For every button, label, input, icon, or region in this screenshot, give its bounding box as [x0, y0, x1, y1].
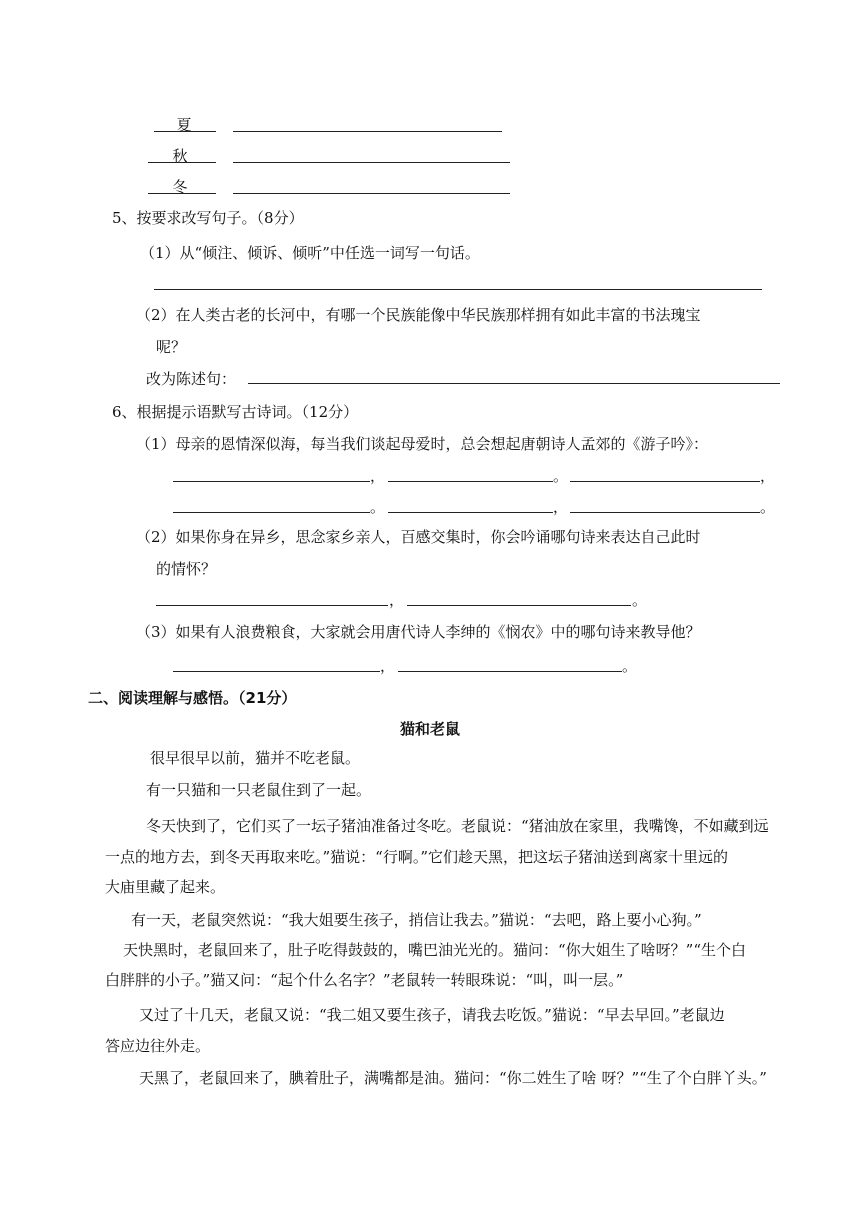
punctuation-comma: ，	[380, 657, 396, 675]
question-5-item-2-cont: 呢？	[156, 338, 187, 356]
season-underline	[148, 193, 216, 194]
story-title: 猫和老鼠	[399, 720, 460, 738]
question-5-item-1: （1）从“倾注、倾诉、倾听”中任选一词写一句话。	[140, 244, 480, 262]
story-paragraph-cont: 答应边往外走。	[105, 1037, 211, 1055]
story-paragraph-cont: 大庙里藏了起来。	[105, 878, 226, 896]
punctuation-period: 。	[622, 657, 638, 675]
answer-line[interactable]	[173, 481, 370, 482]
question-6-item-2: （2）如果你身在异乡，思念家乡亲人，百感交集时，你会吟诵哪句诗来表达自己此时	[136, 528, 701, 546]
section-2-heading: 二、阅读理解与感悟。（21分）	[88, 689, 297, 707]
season-label: 冬	[172, 178, 188, 196]
answer-line[interactable]	[156, 605, 388, 606]
punctuation-period: 。	[760, 498, 776, 516]
question-6-item-2-cont: 的情怀？	[156, 560, 217, 578]
question-6-title: 6、根据提示语默写古诗词。（12分）	[112, 403, 359, 421]
question-6-item-3: （3）如果有人浪费粮食，大家就会用唐代诗人李绅的《悯农》中的哪句诗来教导他？	[136, 623, 701, 641]
story-paragraph: 又过了十几天，老鼠又说：“我二姐又要生孩子，请我去吃饭。”猫说：“早去早回。”老鼠边	[139, 1006, 725, 1024]
story-paragraph: 天快黑时，老鼠回来了，肚子吃得鼓鼓的，嘴巴油光光的。猫问：“你大姐生了啥呀？”“生个白	[123, 941, 747, 959]
punctuation-period: 。	[632, 591, 648, 609]
answer-line[interactable]	[233, 131, 502, 132]
season-label: 夏	[176, 116, 192, 134]
answer-line[interactable]	[154, 289, 762, 290]
story-paragraph-cont: 一点的地方去，到冬天再取来吃。”猫说：“行啊。”它们趁天黑，把这坛子猪油送到离家十里远的	[105, 848, 729, 866]
story-paragraph: 有一天，老鼠突然说：“我大姐要生孩子，捎信让我去。”猫说：“去吧，路上要小心狗。”	[131, 911, 702, 929]
story-paragraph: 很早很早以前，猫并不吃老鼠。	[150, 749, 361, 767]
answer-line[interactable]	[233, 162, 510, 163]
punctuation-comma: ，	[370, 467, 386, 485]
answer-line[interactable]	[398, 671, 622, 672]
punctuation-period: 。	[553, 467, 569, 485]
answer-line[interactable]	[388, 481, 553, 482]
season-label: 秋	[172, 147, 188, 165]
question-5-title: 5、按要求改写句子。（8分）	[112, 209, 304, 227]
story-paragraph: 有一只猫和一只老鼠住到了一起。	[146, 781, 372, 799]
punctuation-comma: ，	[760, 467, 776, 485]
season-underline	[154, 131, 216, 132]
story-paragraph-cont: 白胖胖的小子。”猫又问：“起个什么名字？”老鼠转一转眼珠说：“叫，叫一层。”	[105, 971, 624, 989]
answer-line[interactable]	[388, 512, 553, 513]
answer-line[interactable]	[248, 383, 780, 384]
question-6-item-1: （1）母亲的恩情深似海，每当我们谈起母爱时，总会想起唐朝诗人孟郊的《游子吟》：	[136, 435, 709, 453]
rewrite-label: 改为陈述句：	[146, 370, 237, 388]
punctuation-comma: ，	[553, 498, 569, 516]
story-paragraph: 天黑了，老鼠回来了，腆着肚子，满嘴都是油。猫问：“你二姓生了啥 呀？”“生了个白胖丫头。”	[139, 1069, 767, 1087]
season-underline	[148, 162, 216, 163]
answer-line[interactable]	[173, 671, 380, 672]
answer-line[interactable]	[570, 512, 760, 513]
answer-line[interactable]	[233, 193, 510, 194]
question-5-item-2: （2）在人类古老的长河中，有哪一个民族能像中华民族那样拥有如此丰富的书法瑰宝	[136, 306, 701, 324]
answer-line[interactable]	[407, 605, 631, 606]
punctuation-comma: ，	[389, 591, 405, 609]
answer-line[interactable]	[173, 512, 370, 513]
answer-line[interactable]	[570, 481, 760, 482]
story-paragraph: 冬天快到了，它们买了一坛子猪油准备过冬吃。老鼠说：“猪油放在家里，我嘴馋，不如藏到远	[146, 817, 769, 835]
punctuation-period: 。	[370, 498, 386, 516]
